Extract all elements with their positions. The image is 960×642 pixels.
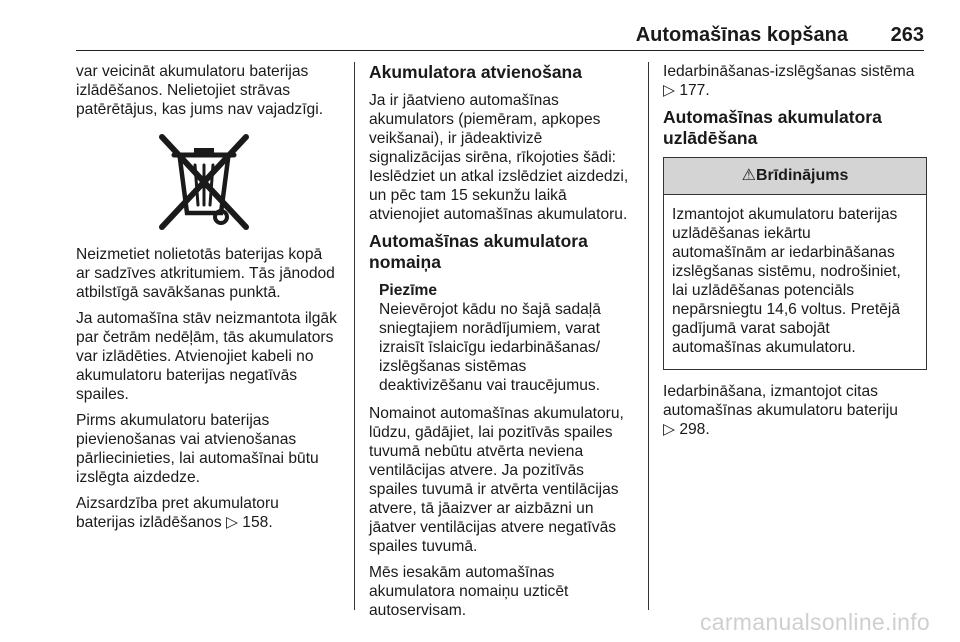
paragraph: Aizsardzība pret akumulatoru baterijas izlādēšanos ▷ 158.	[76, 495, 279, 531]
paragraph: Ja ir jāatvieno automašīnas akumulators (piemēram, apkopes veikšanai), ir jādeaktivizē signalizācijas sirēna, rīkojoties šādi: Ieslēdziet un atkal izslēdziet aizdedzi, un pēc tam 15 sekunžu laikā atvienojiet automašīnas akumulatoru.	[369, 92, 629, 223]
column-middle	[369, 62, 635, 627]
heading: Automašīnas akumulatora nomaiņa	[369, 231, 588, 272]
arrow-ref-icon: ▷	[663, 82, 680, 99]
paragraph: Pirms akumulatoru baterijas pievienošanas vai atvienošanas pārliecinieties, lai automašīnai būtu izslēgta aizdedze.	[76, 412, 319, 486]
paragraph: Mēs iesakām automašīnas akumulatora nomaiņu uzticēt autoservisam.	[369, 564, 569, 619]
column-left	[76, 62, 344, 539]
paragraph: Iedarbināšanas-izslēgšanas sistēma ▷ 177.	[663, 63, 915, 99]
paragraph: Iedarbināšana, izmantojot citas automašīnas akumulatoru bateriju ▷ 298.	[663, 383, 898, 438]
warning-triangle-icon: ⚠	[741, 167, 756, 184]
page-header	[76, 22, 924, 51]
arrow-ref-icon: ▷	[663, 421, 680, 438]
paragraph: Ja automašīna stāv neizmantota ilgāk par četrām nedēļām, tās akumulators var izlādēties. Atvienojiet kabeli no akumulatoru baterijas negatīvās spailes.	[76, 310, 337, 403]
paragraph: Neizmetiet nolietotās baterijas kopā ar sadzīves atkritumiem. Tās jānodod atbilstīgā savākšanas punktā.	[76, 246, 335, 301]
page-reference[interactable]: ▷ 298.	[663, 421, 710, 438]
warning-header	[664, 158, 926, 195]
warning-label: Brīdinājums	[755, 167, 849, 184]
page-number: 263	[890, 24, 924, 46]
crossed-bin-icon	[152, 129, 256, 233]
heading: Automašīnas akumulatora uzlādēšana	[663, 107, 882, 148]
paragraph: Nomainot automašīnas akumulatoru, lūdzu, gādājiet, lai pozitīvās spailes tuvumā nebūtu atvērta neviena ventilācijas atvere. Ja pozitīvās spailes tuvumā ir atvērta ventilācijas atvere, tā jāaizver ar aizbāzni un jāatver ventilācijas atvere negatīvās spailes tuvumā.	[369, 405, 624, 555]
heading: Akumulatora atvienošana	[369, 62, 582, 82]
note-text: Neievērojot kādu no šajā sadaļā sniegtajiem norādījumiem, varat izraisīt īslaicīgu iedarbināšanas/ izslēgšanas sistēmas deaktivizēšanu vai traucējumus.	[379, 301, 601, 394]
warning-box	[663, 157, 927, 370]
page-reference[interactable]: ▷ 158.	[225, 514, 273, 531]
note-block	[379, 281, 635, 395]
section-title: Automašīnas kopšana	[635, 24, 848, 46]
column-divider	[648, 62, 649, 610]
watermark: carmanualsonline.info	[699, 609, 930, 635]
warning-text: Izmantojot akumulatoru baterijas uzlādēšanas iekārtu automašīnām ar iedarbināšanas izslēgšanas sistēmu, nodrošiniet, lai uzlādēšanas potenciāls nepārsniegtu 14,6 voltus. Pretējā gadījumā varat sabojāt automašīnas akumulatoru.	[672, 206, 901, 356]
column-right	[663, 62, 927, 446]
page-reference[interactable]: ▷ 177.	[663, 82, 710, 99]
note-label: Piezīme	[379, 282, 438, 299]
arrow-ref-icon: ▷	[225, 514, 243, 531]
column-divider	[354, 62, 355, 610]
paragraph: var veicināt akumulatoru baterijas izlādēšanos. Nelietojiet strāvas patērētājus, kas jums nav vajadzīgi.	[76, 63, 324, 118]
